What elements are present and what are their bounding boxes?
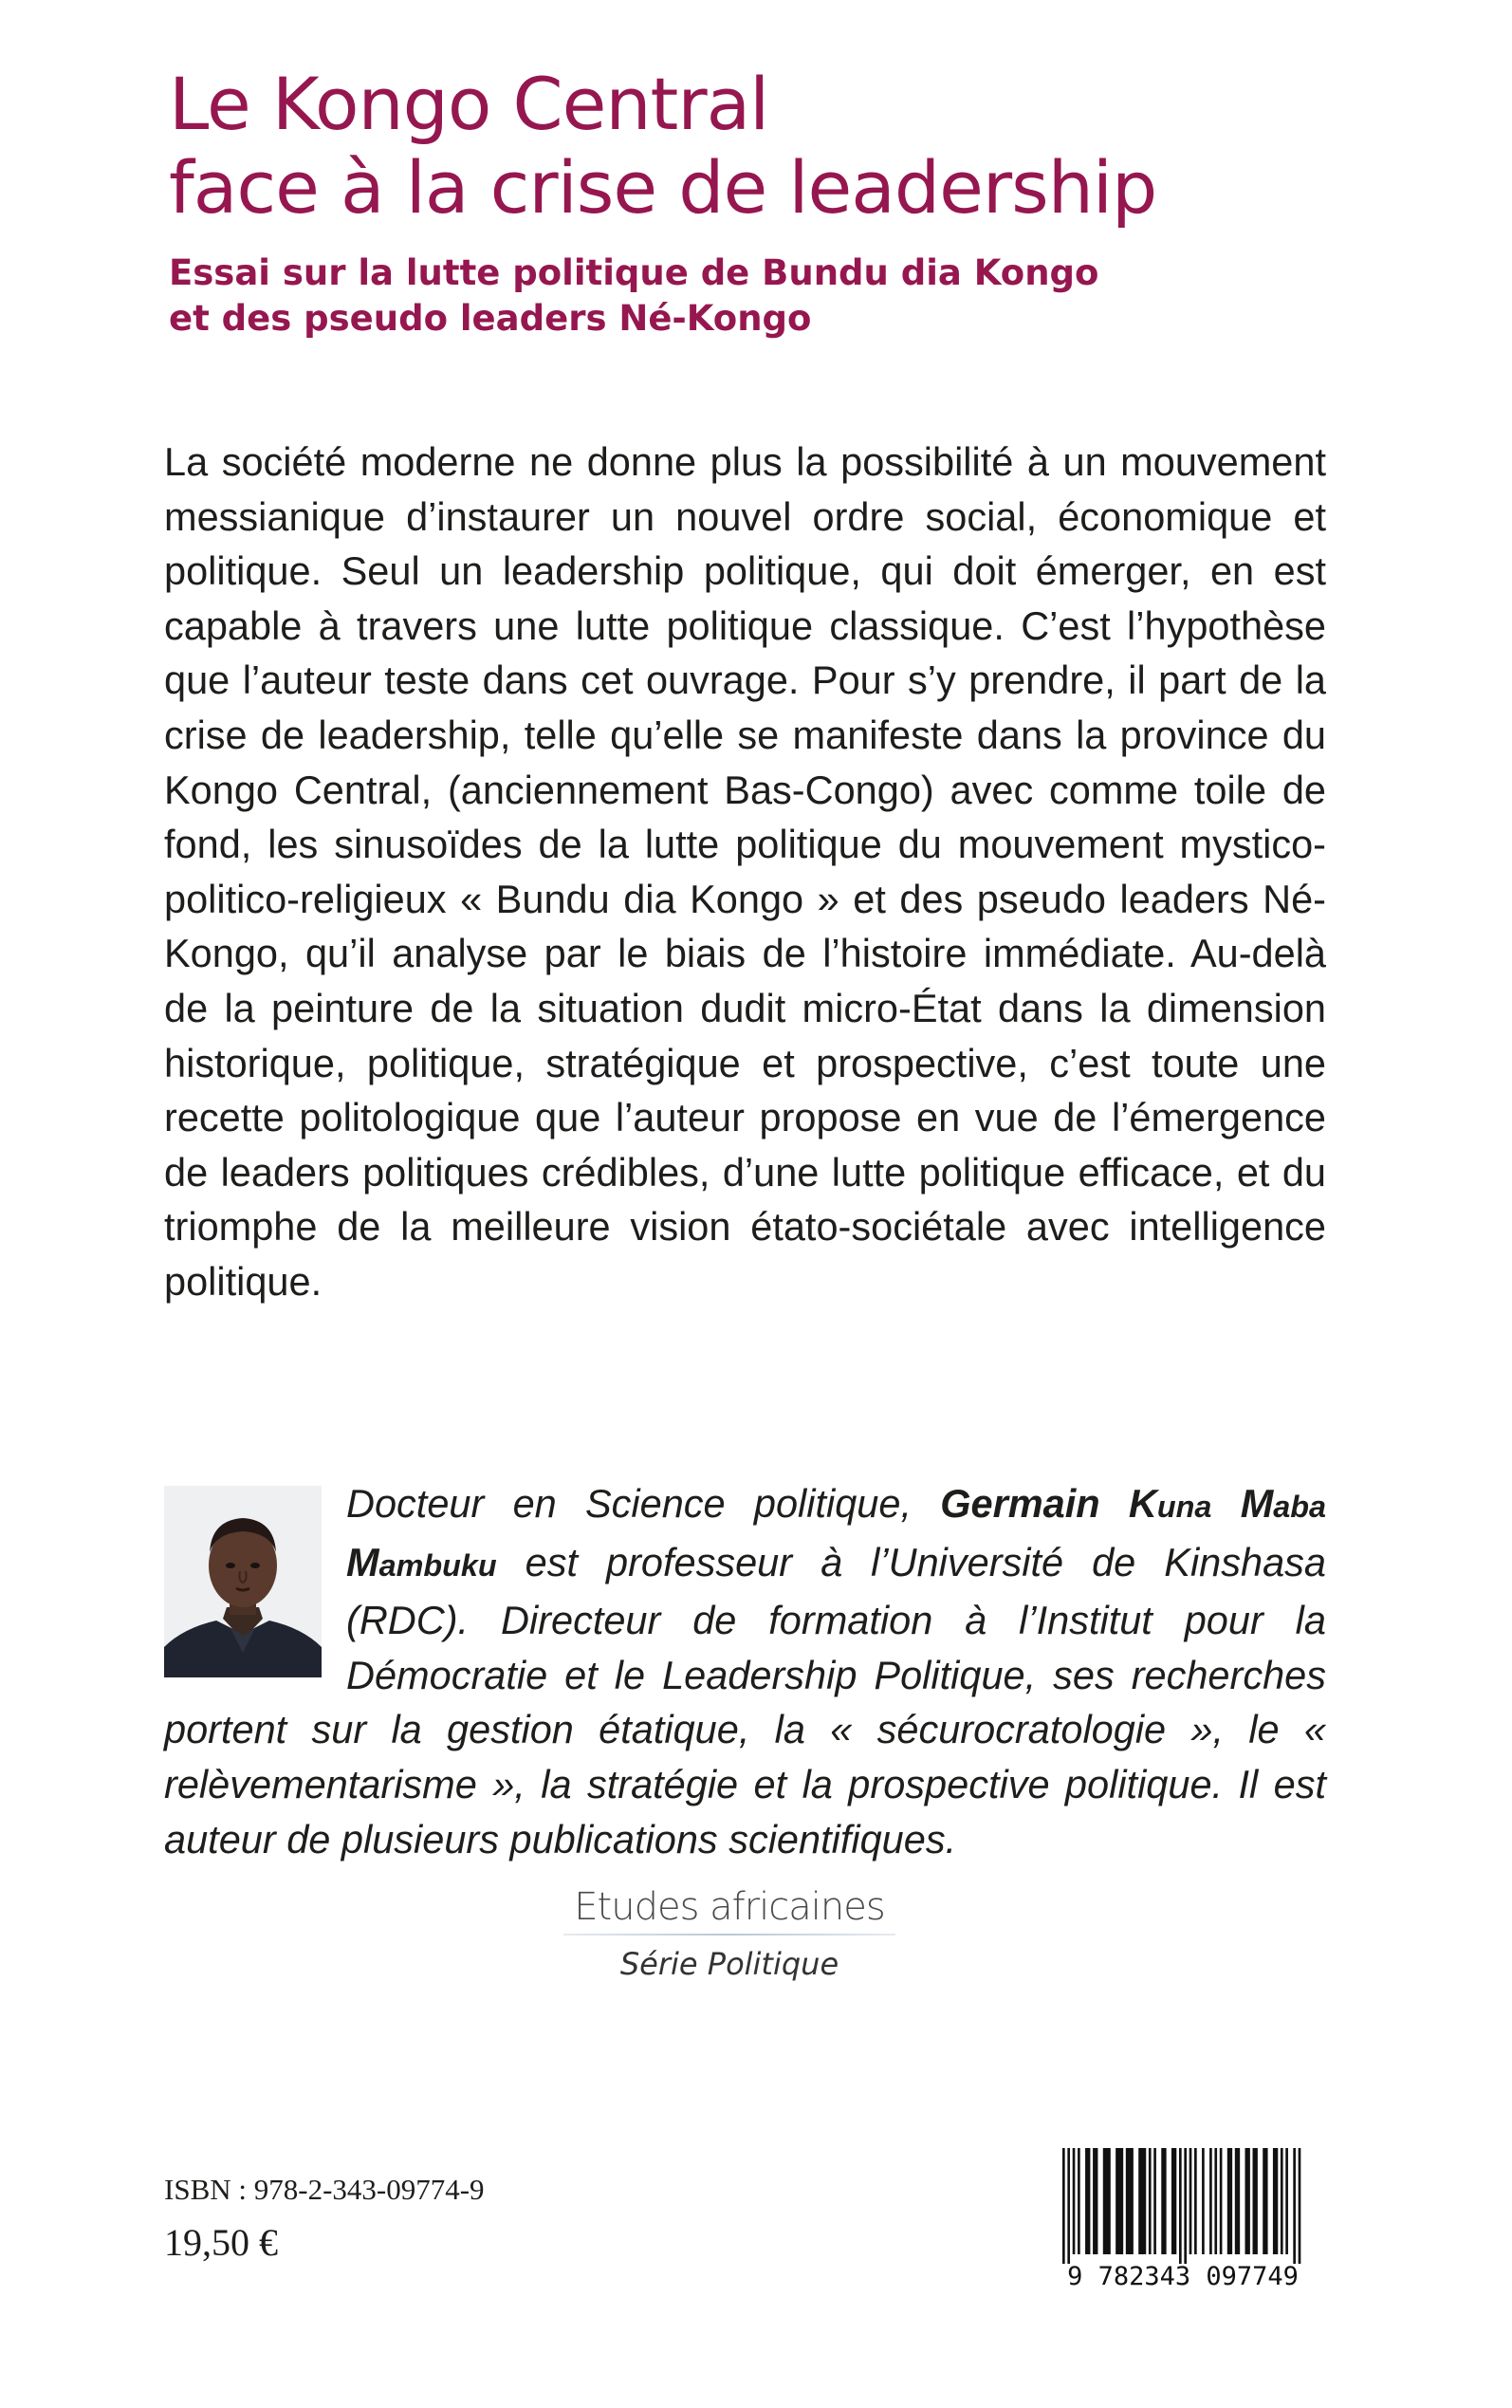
barcode-bar [1263,2148,1267,2254]
book-subtitle [169,250,1383,342]
book-title-line-2: face à la crise de leadership [169,145,1157,230]
book-title [169,63,1383,230]
barcode-bar [1245,2148,1250,2254]
barcode-bar [1184,2148,1187,2264]
barcode-bar [1235,2148,1240,2254]
collection-name: Etudes africaines [574,1885,885,1929]
bio-intro: Docteur en Science politique, [346,1481,912,1526]
barcode-bar [1078,2148,1080,2254]
collection-logo [563,1884,895,1983]
back-cover-blurb: La société moderne ne donne plus la possibilité à un mouvement messianique d’instaurer un nouvel ordre social, économique et politique. Seul un leadership politique, qui doit émerger, en est capable à travers une lutte politique classique. C’est l’hypothèse que l’auteur teste dans cet ouvrage. Pour s’y prendre, il part de la crise de leadership, telle qu’elle se manifeste dans la province du Kongo Central, (anciennement Bas-Congo) avec comme toile de fond, les sinusoïdes de la lutte politique du mouvement mystico-politico-religieux « Bundu dia Kongo » et des pseudo leaders Né-Kongo, qu’il analyse par le biais de l’histoire immédiate. Au-delà de la peinture de la situation dudit micro-État dans la dimension historique, politique, stratégique et prospective, c’est toute une recette politologique que l’auteur propose en vue de l’émergence de leaders politiques crédibles, d’une lutte politique efficace, et du triomphe de la meilleure vision étato-sociétale avec intelligence politique. [164,439,1326,1304]
barcode-bar [1171,2148,1176,2254]
barcode-bar [1085,2148,1090,2254]
barcode-bar [1299,2148,1301,2264]
barcode-bar [1179,2148,1182,2264]
barcode-bar [1067,2148,1070,2264]
barcode-bar [1202,2148,1205,2254]
barcode-bar [1214,2148,1217,2254]
author-name: Germain Kuna Maba Mambuku [346,1481,1327,1584]
author-biography [164,1476,1326,1866]
barcode-bar [1073,2148,1076,2254]
barcode-icon [1042,2142,1324,2290]
barcode-bar [1227,2148,1232,2254]
barcode-bar [1153,2148,1156,2254]
barcode-bar [1138,2148,1146,2254]
book-subtitle-line-2: et des pseudo leaders Né-Kongo [169,298,812,339]
barcode-digits: 9 782343 097749 [1067,2262,1299,2290]
barcode-bar [1209,2148,1212,2254]
barcode-bar [1149,2148,1152,2254]
isbn: ISBN : 978-2-343-09774-9 [164,2173,485,2206]
barcode-bar [1116,2148,1123,2254]
barcode-bar [1253,2148,1258,2254]
barcode-bar [1103,2148,1111,2254]
barcode-bar [1093,2148,1097,2254]
bio-text: est professeur à l’Université de Kinshasa (RDC). Directeur de formation à l’Institut pour la Démocratie et le Leadership Politique, ses recherches portent sur la gestion étatique, la « sécurocratologie », le « relèvementarisme », la stratégie et la prospective politique. Il est auteur de plusieurs publications scientifiques. [164,1539,1326,1862]
barcode-bar [1126,2148,1134,2254]
barcode-bar [1062,2148,1065,2264]
collection-divider [563,1934,895,1936]
barcode-bar [1161,2148,1166,2254]
barcode-bar [1281,2148,1283,2254]
barcode-bar [1273,2148,1278,2254]
barcode-bar [1285,2148,1288,2254]
book-subtitle-line-1: Essai sur la lutte politique de Bundu dia Kongo [169,252,1099,293]
barcode-bar [1293,2148,1296,2264]
book-title-line-1: Le Kongo Central [169,62,769,146]
barcode-bar [1220,2148,1223,2254]
collection-series: Série Politique [619,1946,839,1982]
barcode-bar [1194,2148,1197,2254]
barcode-bar [1189,2148,1192,2254]
price: 19,50 € [164,2221,278,2264]
